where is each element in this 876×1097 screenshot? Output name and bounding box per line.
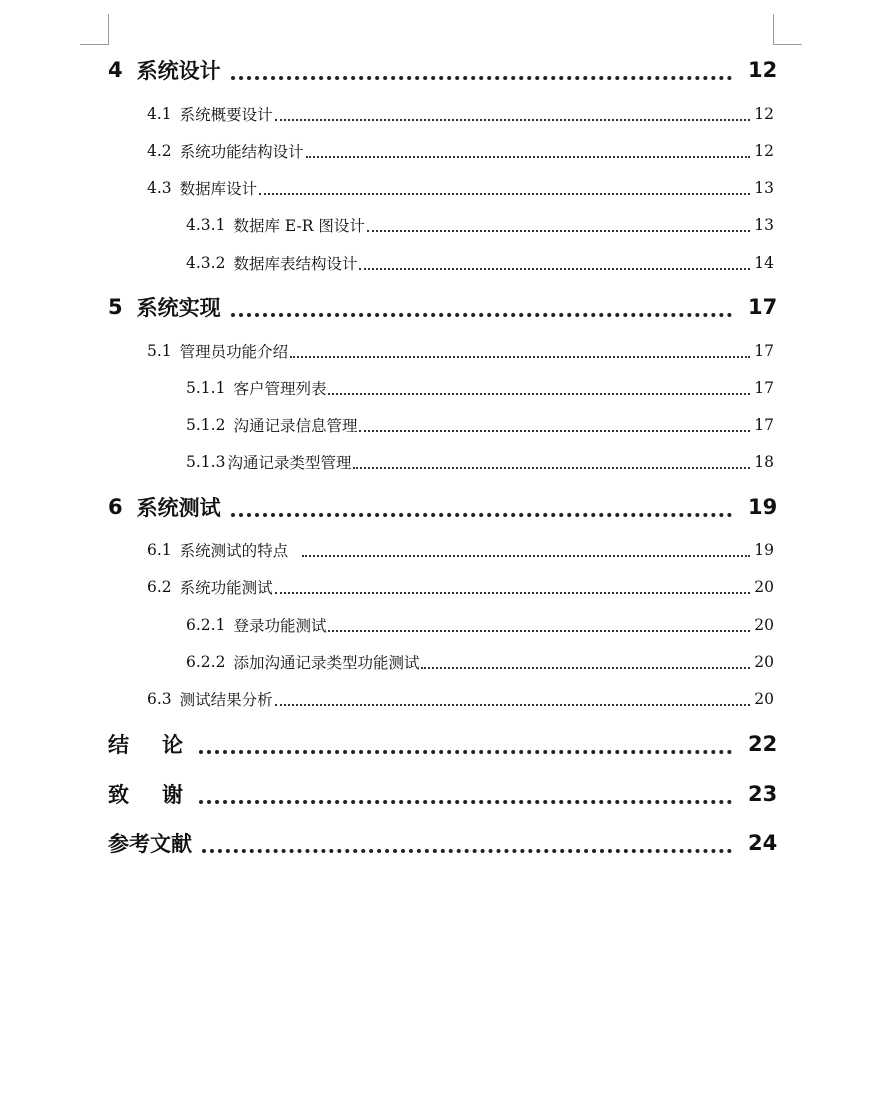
- toc-page: 17: [748, 295, 778, 319]
- toc-entry-chapter[interactable]: [0, 290, 876, 324]
- toc-number: 6.1: [147, 541, 172, 559]
- toc-number: 4.3.1: [186, 216, 226, 234]
- toc-number: 6.2.2: [186, 653, 226, 671]
- toc-number: 5.1: [147, 342, 172, 360]
- toc-title: 测试结果分析: [179, 691, 273, 709]
- toc-page: 24: [748, 831, 778, 855]
- toc-page: 12: [754, 142, 774, 160]
- dot-leader: [290, 356, 750, 358]
- toc-page: 17: [754, 379, 774, 397]
- toc-page: 14: [754, 254, 774, 272]
- toc-entry-section[interactable]: [0, 338, 876, 364]
- toc-title: 系统概要设计: [179, 106, 273, 124]
- toc-entry-references[interactable]: [0, 826, 876, 860]
- toc-page: 20: [754, 653, 774, 671]
- toc-page: 19: [754, 541, 774, 559]
- toc-entry-acknowledgements[interactable]: [0, 777, 876, 811]
- toc-number: 5.1.3: [186, 453, 226, 471]
- toc-number: 6.2: [147, 578, 172, 596]
- toc-entry-subsection[interactable]: [0, 250, 876, 276]
- toc-entry-chapter[interactable]: [0, 490, 876, 524]
- toc-page: 22: [748, 732, 778, 756]
- toc-title: 沟通记录信息管理: [233, 417, 358, 435]
- dot-leader: [275, 704, 750, 706]
- toc-page: 18: [754, 453, 774, 471]
- toc-title: 数据库 E-R 图设计: [233, 217, 365, 235]
- toc-number: 4.2: [147, 142, 172, 160]
- toc-title: 客户管理列表: [233, 380, 327, 398]
- toc-title: 致 谢: [108, 783, 189, 807]
- toc-entry-subsection[interactable]: [0, 449, 876, 475]
- toc-title: 数据库表结构设计: [233, 255, 358, 273]
- dot-leader: [302, 555, 750, 557]
- dot-leader: [328, 393, 750, 395]
- toc-entry-conclusion[interactable]: [0, 727, 876, 761]
- dot-leader: [367, 230, 750, 232]
- toc-number: 4.1: [147, 105, 172, 123]
- toc-entry-subsection[interactable]: [0, 649, 876, 675]
- toc-number: 6.2.1: [186, 616, 226, 634]
- toc-page: 17: [754, 342, 774, 360]
- toc-title: 管理员功能介绍: [179, 343, 289, 361]
- dot-leader: [231, 76, 732, 80]
- toc-entry-subsection[interactable]: [0, 412, 876, 438]
- dot-leader: [231, 513, 732, 517]
- toc-title: 系统功能结构设计: [179, 143, 304, 161]
- toc-entry-subsection[interactable]: [0, 212, 876, 238]
- dot-leader: [231, 313, 732, 317]
- toc-number: 5: [108, 295, 123, 319]
- toc-number: 6: [108, 495, 123, 519]
- toc-page: 20: [754, 690, 774, 708]
- dot-leader: [199, 800, 732, 804]
- toc-entry-section[interactable]: [0, 574, 876, 600]
- toc-title: 系统设计: [136, 59, 221, 83]
- toc-title: 添加沟通记录类型功能测试: [233, 654, 420, 672]
- dot-leader: [328, 630, 750, 632]
- toc-title: 系统功能测试: [179, 579, 273, 597]
- toc-title: 登录功能测试: [233, 617, 327, 635]
- crop-mark-top-right: [773, 14, 802, 45]
- toc-number: 5.1.2: [186, 416, 226, 434]
- toc-number: 4.3.2: [186, 254, 226, 272]
- toc-page: 12: [748, 58, 778, 82]
- dot-leader: [275, 119, 750, 121]
- toc-title: 系统测试的特点: [179, 542, 289, 560]
- dot-leader: [353, 467, 750, 469]
- toc-number: 6.3: [147, 690, 172, 708]
- dot-leader: [259, 193, 750, 195]
- toc-entry-chapter[interactable]: [0, 53, 876, 87]
- dot-leader: [202, 849, 732, 853]
- toc-entry-section[interactable]: [0, 138, 876, 164]
- toc-number: 4.3: [147, 179, 172, 197]
- toc-page: 19: [748, 495, 778, 519]
- toc-entry-section[interactable]: [0, 686, 876, 712]
- toc-number: 4: [108, 58, 123, 82]
- toc-title: 数据库设计: [179, 180, 258, 198]
- dot-leader: [306, 156, 750, 158]
- toc-entry-section[interactable]: [0, 101, 876, 127]
- dot-leader: [275, 592, 750, 594]
- toc-page: 13: [754, 179, 774, 197]
- toc-title: 参考文献: [108, 832, 192, 856]
- toc-page: 20: [754, 616, 774, 634]
- toc-entry-section[interactable]: [0, 175, 876, 201]
- toc-page: 12: [754, 105, 774, 123]
- dot-leader: [359, 430, 750, 432]
- toc-title: 结 论: [108, 733, 189, 757]
- toc-page: 13: [754, 216, 774, 234]
- toc-number: 5.1.1: [186, 379, 226, 397]
- crop-mark-top-left: [80, 14, 109, 45]
- toc-title: 系统实现: [136, 296, 221, 320]
- dot-leader: [421, 667, 750, 669]
- dot-leader: [359, 268, 750, 270]
- toc-title: 系统测试: [136, 496, 221, 520]
- dot-leader: [199, 750, 732, 754]
- toc-entry-section[interactable]: [0, 537, 876, 563]
- toc-title: 沟通记录类型管理: [227, 454, 352, 472]
- toc-entry-subsection[interactable]: [0, 375, 876, 401]
- toc-page: 20: [754, 578, 774, 596]
- toc-entry-subsection[interactable]: [0, 612, 876, 638]
- toc-page: 17: [754, 416, 774, 434]
- toc-page: 23: [748, 782, 778, 806]
